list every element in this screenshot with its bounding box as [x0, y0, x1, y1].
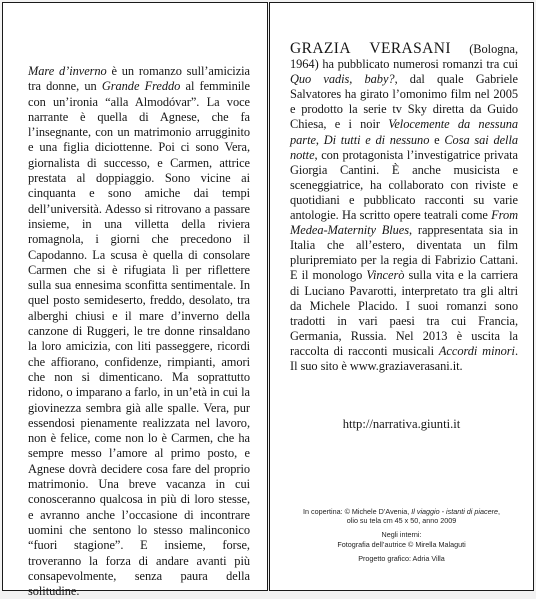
italic-title: Grande Freddo — [101, 79, 181, 94]
italic-title: Di tutti e di nessuno — [323, 132, 430, 147]
italic-title: Vincerò — [366, 268, 405, 283]
italic-title: Accordi minori — [438, 343, 515, 358]
interior-credit-label: Negli interni: — [381, 530, 422, 540]
credits-block — [270, 507, 533, 563]
italic-title: Velocemente da nessuna parte — [290, 117, 518, 147]
text-run: al femminile con un’ironia “alla Almodóvar”. La voce narrante è quella di Agnese, che fa l’insegnante, con un matrimonio arrugginito e una figlia diciottenne. Poi ci sono Vera, giornalista di successo, e Carmen, attrice prestata al doppiaggio. Sono vicine ai cinquanta e sono amiche dai tempi dell’università. Adesso si ritrovano a passare insieme, in una villetta della riviera romagnola, i giorni che precedono il Capodanno. La scusa è quella di consolare Carmen che si è rifugiata lì per riflettere sulla sua ennesima sconfitta sentimentale. In quel posto semideserto, freddo, desolato, tra alberghi chiusi e il mare d’inverno della canzone di Ruggeri, le tre donne rinsaldano la loro amicizia, con liti passeggere, ricordi che affiorano, confidenze, rimpianti, amori che non si dimenticano. Ma soprattutto ridono, o imparano a farlo, in un’età in cui la giovinezza sembra già alle spalle. Vera, pur essendosi pienamente realizzata nel lavoro, non è felice, come non lo è Carmen, che ha sempre messo l’amore al primo posto, e Agnese dovrà decidere cosa fare del proprio matrimonio. Una breve vacanza in cui conosceranno qualcosa in più di loro stesse, e avranno anche l’occasione di incontrare uomini che sentono lo stesso malinconico “fuori stagione”. E insieme, forse, troveranno la forza di andare avanti più consapevolmente, senza paura della solitudine. — [28, 79, 250, 599]
author-name: GRAZIA VERASANI — [290, 40, 451, 57]
text-run: ha pubblicato numerosi romanzi tra cui — [318, 57, 518, 72]
author-bio — [290, 41, 518, 374]
interior-credit: Fotografia dell’autrice © Mirella Malaguti — [337, 539, 466, 549]
text-run: sulla vita e la carriera di Luciano Pavarotti, interpretato tra gli altri da Michele Placido. I suoi romanzi sono tradotti in vari paesi tra cui Francia, Germania, Russia. Nel 2013 è uscita la raccolta di racconti musicali — [290, 268, 518, 358]
text-run: . Il suo sito è www.graziaverasani.it. — [290, 343, 518, 373]
design-credit: Progetto grafico: Adria Villa — [358, 553, 445, 563]
italic-title: Quo vadis, baby? — [290, 72, 395, 87]
italic-title: Cosa sai della notte — [290, 132, 518, 162]
cover-credit-details: olio su tela cm 45 x 50, anno 2009 — [346, 516, 457, 526]
italic-title: Mare d’inverno — [28, 64, 107, 78]
publisher-website: http://narrativa.giunti.it — [342, 417, 461, 431]
text-run: e — [429, 132, 445, 147]
italic-title: From Medea-Maternity Blues — [290, 208, 518, 238]
text-run: , con protagonista l’investigatrice privata Giorgia Cantini. È anche musicista e sceneggiatrice, ha collaborato con riviste e quotidiani e pubblicato racconti su varie antologie. Ha scritto opere teatrali come — [290, 147, 518, 223]
text-run: è un romanzo sull’amicizia tra donne, un — [28, 64, 250, 94]
text-run: , dal quale Gabriele Salvatores ha girato l’omonimo film nel 2005 e prodotto la serie tv Sky diretta da Guido Chiesa, e i noir — [290, 72, 518, 132]
left-flap — [2, 2, 268, 599]
cover-artwork-title: Il viaggio - istanti di piacere — [411, 507, 498, 516]
author-birth: (Bologna, 1964) — [290, 42, 518, 72]
cover-credit: In copertina: © Michele D’Avenia, Il viaggio - istanti di piacere, — [303, 507, 500, 516]
author-bio-text — [290, 57, 518, 373]
book-blurb — [28, 64, 250, 599]
text-run: , — [315, 132, 324, 147]
right-flap — [269, 2, 534, 591]
text-run: , rappresentata sia in Italia che all’estero, diventata un film pluripremiato per la regia di Fabrizio Cattani. E il monologo — [290, 223, 518, 283]
